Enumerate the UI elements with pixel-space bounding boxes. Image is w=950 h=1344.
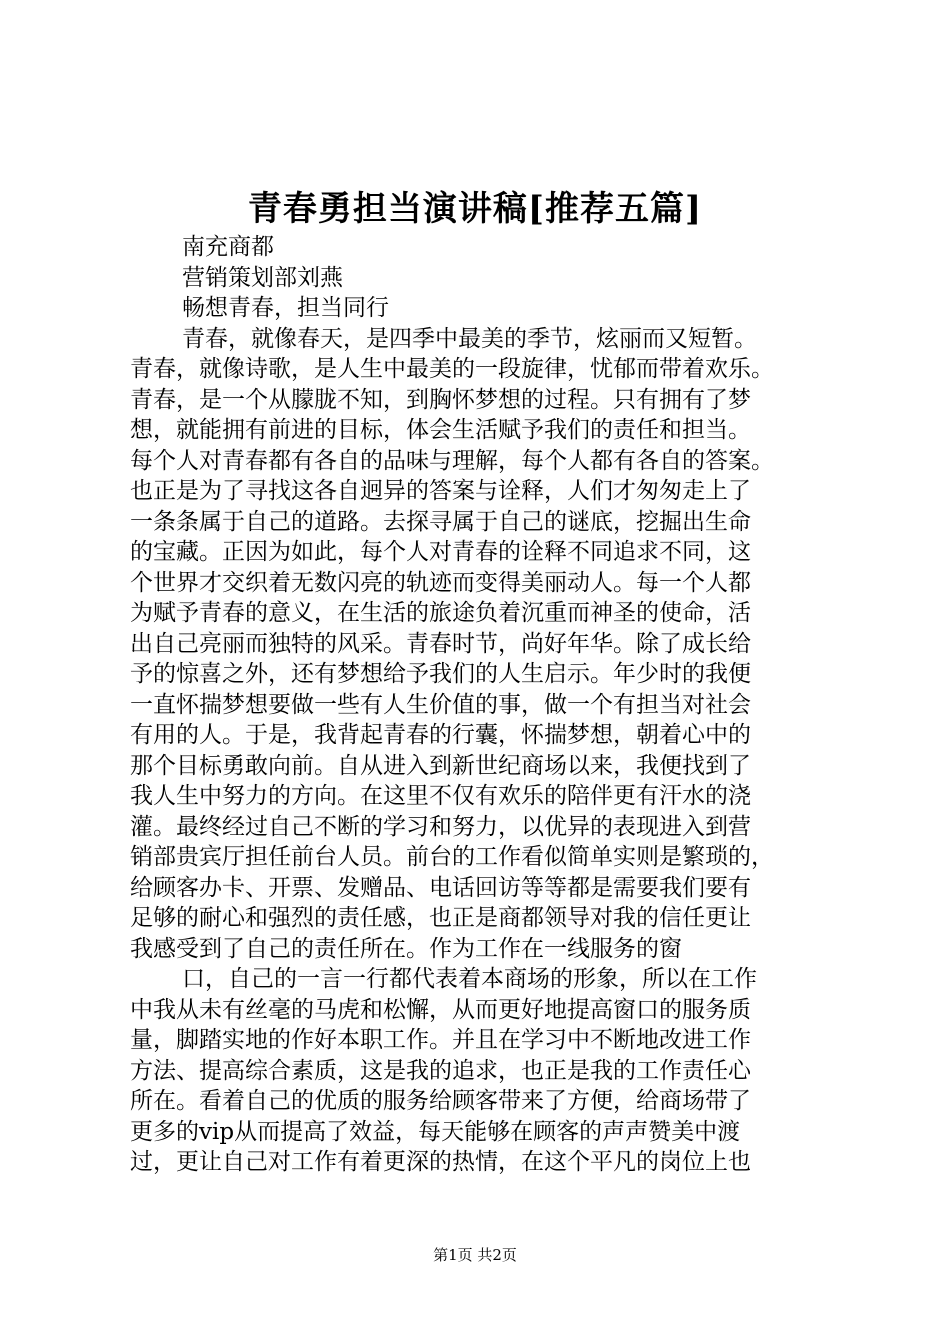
text-line: 为赋予青春的意义，在生活的旅途负着沉重而神圣的使命，活 — [130, 600, 751, 626]
text-line: 方法、提高综合素质，这是我的追求，也正是我的工作责任心 — [130, 1057, 751, 1084]
text-line: 一条条属于自己的道路。去探寻属于自己的谜底，挖掘出生命 — [130, 508, 751, 535]
text-line: 给顾客办卡、开票、发赠品、电话回访等等都是需要我们要有 — [130, 874, 751, 901]
text-line: 青春，是一个从朦胧不知，到胸怀梦想的过程。只有拥有了梦 — [130, 386, 751, 413]
text-line: 出自己亮丽而独特的风采。青春时节，尚好年华。除了成长给 — [130, 630, 751, 657]
text-line: 也正是为了寻找这各自迥异的答案与诠释，人们才匆匆走上了 — [130, 478, 751, 504]
text-line: 销部贵宾厅担任前台人员。前台的工作看似简单实则是繁琐的， — [130, 844, 774, 870]
text-line: 营销策划部刘燕 — [182, 264, 343, 291]
text-line: 想，就能拥有前进的目标，体会生活赋予我们的责任和担当。 — [130, 417, 751, 443]
body-text — [130, 232, 850, 1178]
text-line: 那个目标勇敢向前。自从进入到新世纪商场以来，我便找到了 — [130, 752, 751, 779]
page-footer: 第1页 共2页 — [433, 1246, 517, 1264]
text-line: 过，更让自己对工作有着更深的热情，在这个平凡的岗位上也 — [130, 1149, 751, 1175]
text-line: 南充商都 — [182, 234, 274, 260]
text-line: 个世界才交织着无数闪亮的轨迹而变得美丽动人。每一个人都 — [130, 569, 751, 596]
text-line: 予的惊喜之外，还有梦想给予我们的人生启示。年少时的我便 — [130, 661, 751, 687]
text-line: 更多的vip从而提高了效益，每天能够在顾客的声声赞美中渡 — [130, 1118, 741, 1145]
text-line: 灌。最终经过自己不断的学习和努力，以优异的表现进入到营 — [130, 813, 751, 840]
text-line: 畅想青春，担当同行 — [182, 295, 389, 321]
text-line: 我感受到了自己的责任所在。作为工作在一线服务的窗 — [130, 935, 682, 962]
text-line: 中我从未有丝毫的马虎和松懈，从而更好地提高窗口的服务质 — [130, 996, 751, 1023]
text-line: 每个人对青春都有各自的品味与理解，每个人都有各自的答案。 — [130, 447, 774, 474]
text-line: 量，脚踏实地的作好本职工作。并且在学习中不断地改进工作 — [130, 1027, 751, 1053]
text-line: 的宝藏。正因为如此，每个人对青春的诠释不同追求不同，这 — [130, 539, 751, 565]
text-line: 口，自己的一言一行都代表着本商场的形象，所以在工作 — [182, 966, 757, 992]
page-title: 青春勇担当演讲稿[推荐五篇] — [247, 189, 703, 229]
text-line: 有用的人。于是，我背起青春的行囊，怀揣梦想，朝着心中的 — [130, 722, 751, 748]
text-line: 我人生中努力的方向。在这里不仅有欢乐的陪伴更有汗水的浇 — [130, 783, 751, 809]
text-line: 足够的耐心和强烈的责任感，也正是商都领导对我的信任更让 — [130, 905, 751, 931]
text-line: 所在。看着自己的优质的服务给顾客带来了方便，给商场带了 — [130, 1088, 751, 1114]
text-line: 青春，就像诗歌，是人生中最美的一段旋律，忧郁而带着欢乐。 — [130, 356, 774, 382]
text-line: 一直怀揣梦想要做一些有人生价值的事，做一个有担当对社会 — [130, 691, 751, 718]
text-line: 青春，就像春天，是四季中最美的季节，炫丽而又短暂。 — [182, 325, 757, 352]
